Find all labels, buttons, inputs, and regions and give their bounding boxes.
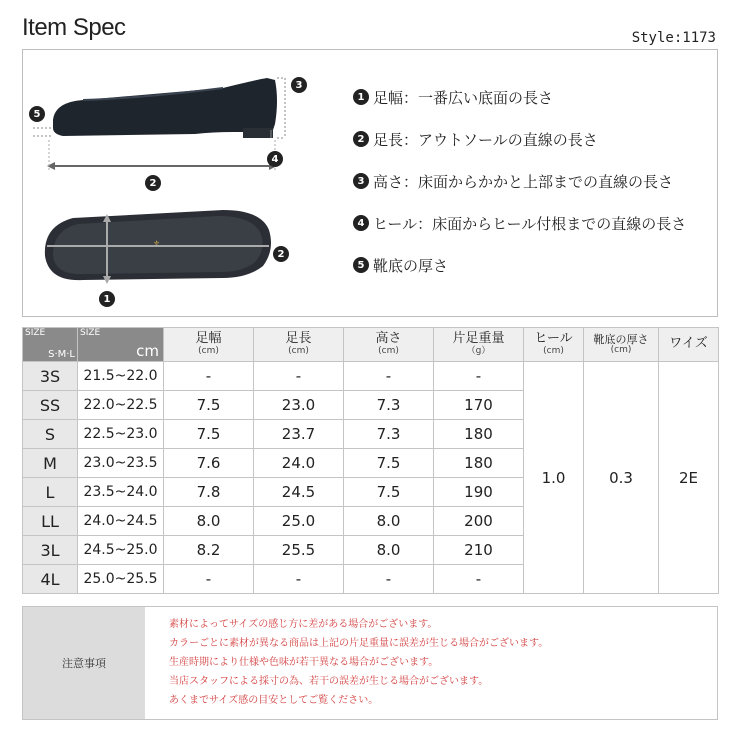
spec-item — [353, 118, 723, 160]
width-cell: 7.5 — [164, 420, 254, 449]
length-cell: 25.0 — [254, 507, 344, 536]
cm-cell: 23.5~24.0 — [78, 478, 164, 507]
size-cell: LL — [23, 507, 78, 536]
marker-2-sole: 2 — [273, 246, 289, 262]
cm-cell: 23.0~23.5 — [78, 449, 164, 478]
note-line: 素材によってサイズの感じ方に差がある場合がございます。 — [169, 619, 438, 630]
notes-body — [145, 607, 717, 719]
marker-5: 5 — [29, 106, 45, 122]
marker-4: 4 — [267, 151, 283, 167]
cm-cell: 24.0~24.5 — [78, 507, 164, 536]
header-weight — [434, 328, 524, 362]
header-height — [344, 328, 434, 362]
table-header-row — [23, 328, 719, 362]
height-cell: - — [344, 362, 434, 391]
note-line: 生産時期により仕様や色味が若干異なる場合がございます。 — [169, 657, 439, 668]
marker-2-side: 2 — [145, 175, 161, 191]
spec-text: 足長：アウトソールの直線の長さ — [373, 130, 598, 149]
header-unit: (cm) — [378, 345, 399, 356]
width-cell: 7.8 — [164, 478, 254, 507]
spec-number: 5 — [353, 257, 369, 273]
width-cell: 7.6 — [164, 449, 254, 478]
spec-definitions — [353, 76, 723, 286]
header-length — [254, 328, 344, 362]
width-cell: 8.2 — [164, 536, 254, 565]
header-wise — [659, 328, 719, 362]
table-row — [23, 362, 719, 391]
weight-cell: - — [434, 565, 524, 594]
weight-cell: - — [434, 362, 524, 391]
header-heel — [524, 328, 584, 362]
corner-size-label: SIZE — [25, 328, 46, 338]
corner2-cm-label: cm — [136, 341, 159, 360]
spec-text: 足幅：一番広い底面の長さ — [373, 88, 554, 107]
size-cell: 3S — [23, 362, 78, 391]
header-label: 足幅 — [195, 331, 222, 347]
header-unit: (cm) — [288, 345, 309, 356]
weight-cell: 200 — [434, 507, 524, 536]
corner2-size-label: SIZE — [80, 328, 101, 338]
height-cell: 8.0 — [344, 536, 434, 565]
width-cell: 8.0 — [164, 507, 254, 536]
height-cell: 7.5 — [344, 478, 434, 507]
header-label: 片足重量 — [452, 331, 505, 347]
corner-sml-label: S·M·L — [48, 349, 75, 360]
cm-cell: 21.5~22.0 — [78, 362, 164, 391]
header-label: 高さ — [375, 331, 402, 347]
height-cell: 7.5 — [344, 449, 434, 478]
spec-item — [353, 76, 723, 118]
width-cell: - — [164, 362, 254, 391]
weight-cell: 210 — [434, 536, 524, 565]
size-cell: 3L — [23, 536, 78, 565]
style-number: Style:1173 — [631, 30, 716, 46]
spec-text: ヒール：床面からヒール付根までの直線の長さ — [373, 214, 687, 233]
header-label: 靴底の厚さ — [593, 332, 649, 346]
header-unit: (cm) — [543, 345, 564, 356]
width-cell: - — [164, 565, 254, 594]
weight-cell: 170 — [434, 391, 524, 420]
size-corner-header — [23, 328, 78, 362]
header-label: ヒール — [534, 331, 573, 347]
width-cell: 7.5 — [164, 391, 254, 420]
height-cell: - — [344, 565, 434, 594]
cm-cell: 22.0~22.5 — [78, 391, 164, 420]
weight-cell: 190 — [434, 478, 524, 507]
weight-cell: 180 — [434, 449, 524, 478]
sole-cell: 0.3 — [584, 362, 659, 594]
note-line: あくまでサイズ感の目安としてご覧ください。 — [169, 695, 379, 706]
cm-cell: 22.5~23.0 — [78, 420, 164, 449]
header-label: ワイズ — [669, 336, 708, 352]
wise-cell: 2E — [659, 362, 719, 594]
cm-cell: 25.0~25.5 — [78, 565, 164, 594]
note-line: カラーごとに素材が異なる商品は上記の片足重量に誤差が生じる場合がございます。 — [169, 638, 549, 649]
size-cell: 4L — [23, 565, 78, 594]
header-sole — [584, 328, 659, 362]
header-unit: (cm) — [610, 344, 632, 355]
spec-text: 靴底の厚さ — [373, 256, 449, 275]
note-line: 当店スタッフによる採寸の為、若干の誤差が生じる場合がございます。 — [169, 676, 489, 687]
spec-number: 3 — [353, 173, 369, 189]
height-cell: 7.3 — [344, 420, 434, 449]
spec-number: 1 — [353, 89, 369, 105]
header-label: 足長 — [285, 331, 312, 347]
marker-3: 3 — [291, 77, 307, 93]
length-cell: 24.0 — [254, 449, 344, 478]
svg-text:⚜: ⚜ — [153, 239, 161, 248]
notes-label: 注意事項 — [23, 607, 145, 719]
marker-1: 1 — [99, 291, 115, 307]
size-cell: M — [23, 449, 78, 478]
shoe-diagram — [22, 49, 718, 317]
spec-text: 高さ：床面からかかと上部までの直線の長さ — [373, 172, 674, 191]
size-table — [22, 327, 719, 594]
notes-section — [22, 606, 718, 720]
heel-cell: 1.0 — [524, 362, 584, 594]
size-cell: L — [23, 478, 78, 507]
page-title: Item Spec — [22, 14, 126, 41]
header-unit: (cm) — [198, 345, 219, 356]
spec-item — [353, 244, 723, 286]
header-width — [164, 328, 254, 362]
length-cell: 24.5 — [254, 478, 344, 507]
spec-item — [353, 202, 723, 244]
length-cell: - — [254, 362, 344, 391]
length-cell: - — [254, 565, 344, 594]
heel-shape — [243, 128, 273, 138]
spec-number: 4 — [353, 215, 369, 231]
cm-cell: 24.5~25.0 — [78, 536, 164, 565]
weight-cell: 180 — [434, 420, 524, 449]
spec-number: 2 — [353, 131, 369, 147]
length-cell: 25.5 — [254, 536, 344, 565]
spec-item — [353, 160, 723, 202]
size-cell: S — [23, 420, 78, 449]
size-cell: SS — [23, 391, 78, 420]
shoe-side-view — [53, 78, 277, 136]
header-unit: （g） — [466, 345, 491, 356]
length-cell: 23.0 — [254, 391, 344, 420]
cm-corner-header — [78, 328, 164, 362]
height-cell: 8.0 — [344, 507, 434, 536]
length-cell: 23.7 — [254, 420, 344, 449]
height-cell: 7.3 — [344, 391, 434, 420]
